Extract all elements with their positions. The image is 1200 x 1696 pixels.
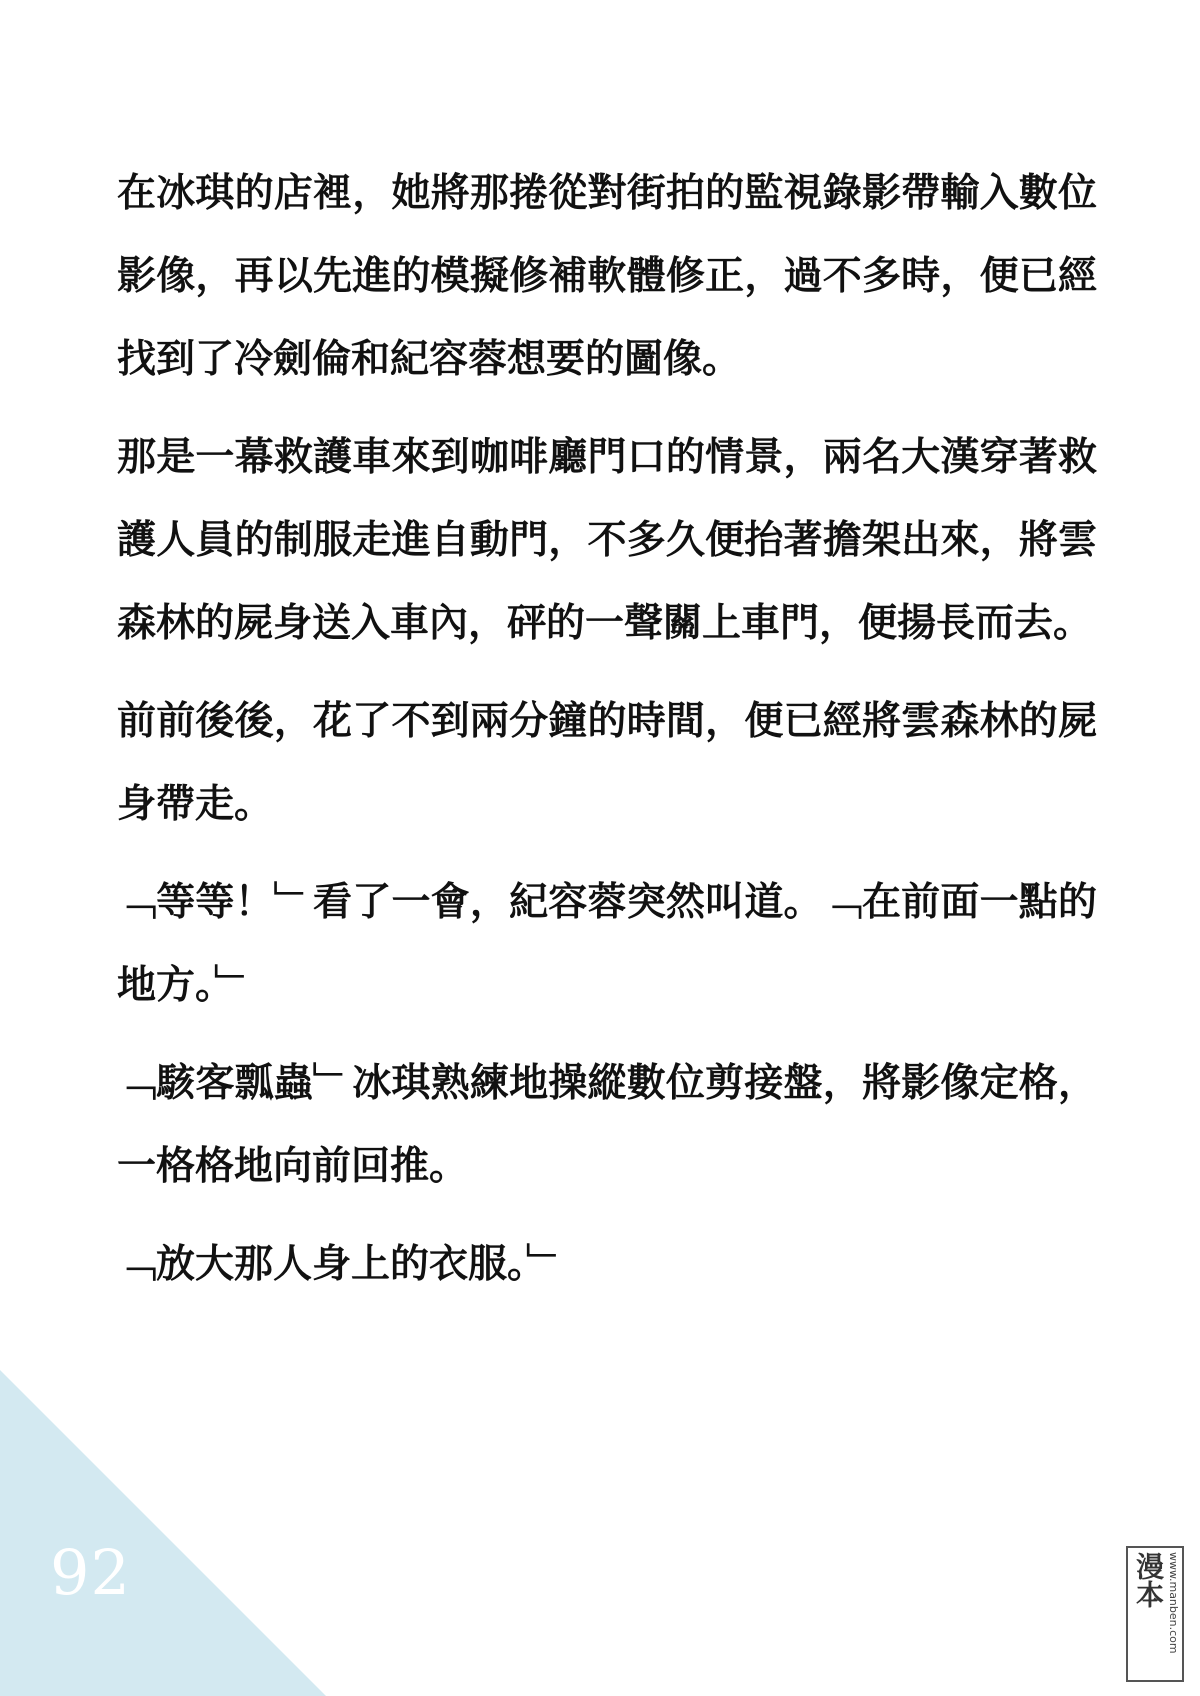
paragraph: ﹁駭客瓢蟲﹂冰琪熟練地操縱數位剪接盤，將影像定格，一格格地向前回推。 — [117, 1061, 1097, 1189]
watermark-logo — [1126, 1546, 1184, 1682]
body-text — [117, 152, 1097, 1321]
paragraph: ﹁等等！﹂看了一會，紀容蓉突然叫道。﹁在前面一點的地方。﹂ — [117, 880, 1097, 1008]
watermark-main-text: 漫本 — [1132, 1552, 1165, 1608]
paragraph: 那是一幕救護車來到咖啡廳門口的情景，兩名大漢穿著救護人員的制服走進自動門，不多久便抬著擔架出來，將雲森林的屍身送入車內，砰的一聲關上車門，便揚長而去。 — [117, 435, 1097, 646]
paragraph: 前前後後，花了不到兩分鐘的時間，便已經將雲森林的屍身帶走。 — [117, 699, 1097, 827]
page-number: 92 — [50, 1536, 131, 1609]
paragraph: 在冰琪的店裡，她將那捲從對街拍的監視錄影帶輸入數位影像，再以先進的模擬修補軟體修正，過不多時，便已經找到了冷劍倫和紀容蓉想要的圖像。 — [117, 171, 1097, 382]
paragraph: ﹁放大那人身上的衣服。﹂ — [117, 1242, 566, 1287]
watermark-url: www.manben.com — [1167, 1552, 1180, 1654]
